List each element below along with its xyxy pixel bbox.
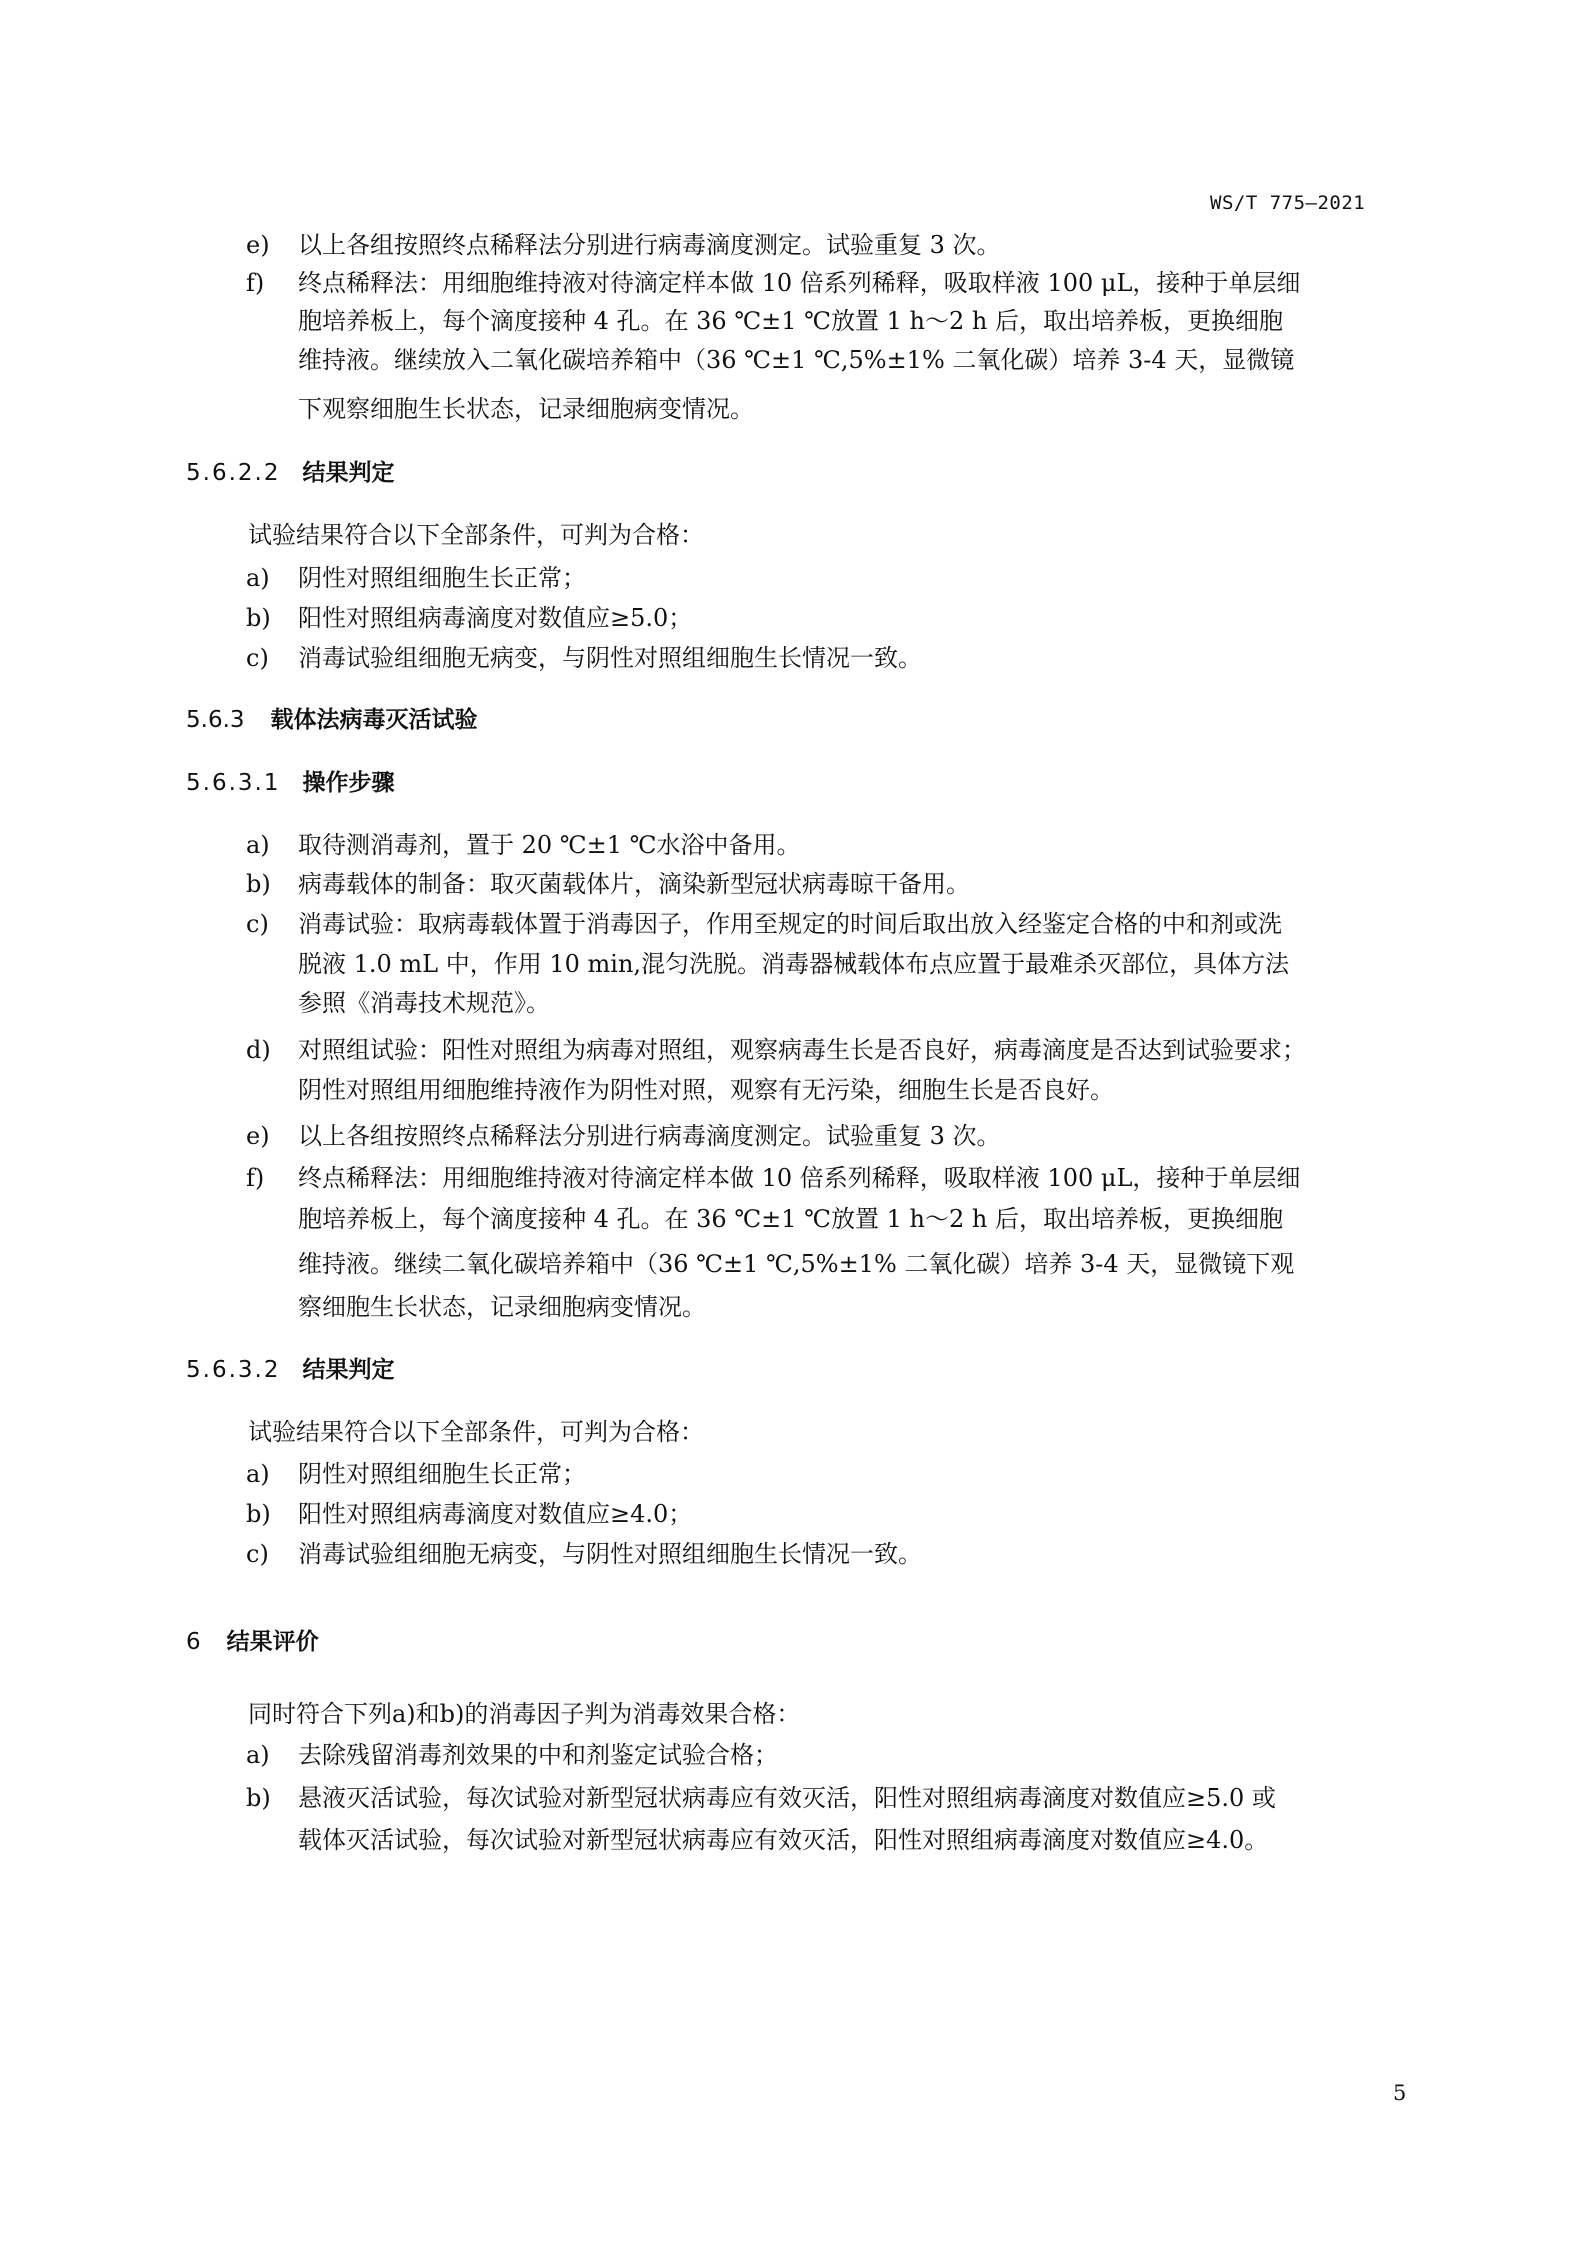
list-item-text: 取待测消毒剂，置于 20 ℃±1 ℃水浴中备用。 xyxy=(298,831,801,859)
section-heading xyxy=(186,705,478,735)
list-item-text: 阳性对照组病毒滴度对数值应≥4.0； xyxy=(298,1500,693,1528)
list-item-text: 脱液 1.0 mL 中，作用 10 min,混匀洗脱。消毒器械载体布点应置于最难杀灭部位，具体方法 xyxy=(298,950,1290,978)
section-title: 结果判定 xyxy=(302,1357,395,1383)
list-item-text: 参照《消毒技术规范》。 xyxy=(298,989,550,1017)
list-item-text: 病毒载体的制备：取灭菌载体片，滴染新型冠状病毒晾干备用。 xyxy=(298,870,970,898)
paragraph-text: 试验结果符合以下全部条件，可判为合格： xyxy=(248,521,704,549)
list-item-text: 以上各组按照终点稀释法分别进行病毒滴度测定。试验重复 3 次。 xyxy=(298,1122,1001,1150)
list-item-text: 阴性对照组细胞生长正常； xyxy=(298,564,586,592)
list-item-text: 阳性对照组病毒滴度对数值应≥5.0； xyxy=(298,604,693,632)
list-item-text: 消毒试验：取病毒载体置于消毒因子，作用至规定的时间后取出放入经鉴定合格的中和剂或洗 xyxy=(298,910,1282,938)
list-item-text: 胞培养板上，每个滴度接种 4 孔。在 36 ℃±1 ℃放置 1 h～2 h 后，取出培养板，更换细胞 xyxy=(298,1205,1283,1233)
section-number: 6 xyxy=(186,1629,201,1655)
section-heading xyxy=(186,768,394,798)
section-heading xyxy=(186,458,394,488)
list-item-text: 消毒试验组细胞无病变，与阴性对照组细胞生长情况一致。 xyxy=(298,1540,922,1568)
list-item-text: 察细胞生长状态，记录细胞病变情况。 xyxy=(298,1293,706,1321)
list-item-label: d) xyxy=(246,1036,271,1064)
list-item-label: c) xyxy=(246,644,269,672)
section-heading xyxy=(186,1627,319,1657)
page-number: 5 xyxy=(1393,2081,1407,2105)
paragraph-text: 试验结果符合以下全部条件，可判为合格： xyxy=(248,1418,704,1446)
list-item-text: 终点稀释法：用细胞维持液对待滴定样本做 10 倍系列稀释，吸取样液 100 μL，接种于单层细 xyxy=(298,1164,1301,1192)
document-code: WS/T 775—2021 xyxy=(1210,192,1366,214)
list-item-text: 去除残留消毒剂效果的中和剂鉴定试验合格； xyxy=(298,1741,778,1769)
list-item-text: 维持液。继续二氧化碳培养箱中（36 ℃±1 ℃,5%±1% 二氧化碳）培养 3-4 天，显微镜下观 xyxy=(298,1250,1295,1278)
list-item-label: a) xyxy=(246,1741,270,1769)
list-item-label: e) xyxy=(246,1122,270,1150)
list-item-label: b) xyxy=(246,870,271,898)
list-item-text: 消毒试验组细胞无病变，与阴性对照组细胞生长情况一致。 xyxy=(298,644,922,672)
list-item-label: e) xyxy=(246,231,270,259)
list-item-text: 阴性对照组用细胞维持液作为阴性对照，观察有无污染，细胞生长是否良好。 xyxy=(298,1076,1114,1104)
list-item-text: 维持液。继续放入二氧化碳培养箱中（36 ℃±1 ℃,5%±1% 二氧化碳）培养 3-4 天，显微镜 xyxy=(298,346,1295,374)
list-item-text: 胞培养板上，每个滴度接种 4 孔。在 36 ℃±1 ℃放置 1 h～2 h 后，取出培养板，更换细胞 xyxy=(298,307,1283,335)
section-title: 载体法病毒灭活试验 xyxy=(270,707,478,733)
list-item-label: b) xyxy=(246,1500,271,1528)
section-number: 5.6.3.2 xyxy=(186,1357,281,1383)
list-item-label: f) xyxy=(246,1164,265,1192)
section-number: 5.6.3.1 xyxy=(186,770,281,796)
section-title: 操作步骤 xyxy=(302,770,395,796)
list-item-label: a) xyxy=(246,564,270,592)
list-item-label: c) xyxy=(246,910,269,938)
paragraph-text: 同时符合下列a)和b)的消毒因子判为消毒效果合格： xyxy=(248,1700,801,1728)
section-heading xyxy=(186,1355,394,1385)
section-title: 结果判定 xyxy=(302,460,395,486)
list-item-label: b) xyxy=(246,604,271,632)
list-item-label: a) xyxy=(246,1460,270,1488)
section-number: 5.6.3 xyxy=(186,707,245,733)
list-item-text: 以上各组按照终点稀释法分别进行病毒滴度测定。试验重复 3 次。 xyxy=(298,231,1001,259)
list-item-text: 下观察细胞生长状态，记录细胞病变情况。 xyxy=(298,395,754,423)
list-item-label: c) xyxy=(246,1540,269,1568)
list-item-label: b) xyxy=(246,1784,271,1812)
list-item-text: 悬液灭活试验，每次试验对新型冠状病毒应有效灭活，阳性对照组病毒滴度对数值应≥5.0 或 xyxy=(298,1784,1276,1812)
list-item-text: 终点稀释法：用细胞维持液对待滴定样本做 10 倍系列稀释，吸取样液 100 μL，接种于单层细 xyxy=(298,269,1301,297)
section-number: 5.6.2.2 xyxy=(186,460,281,486)
section-title: 结果评价 xyxy=(226,1629,319,1655)
list-item-label: a) xyxy=(246,831,270,859)
list-item-text: 阴性对照组细胞生长正常； xyxy=(298,1460,586,1488)
list-item-label: f) xyxy=(246,269,265,297)
list-item-text: 载体灭活试验，每次试验对新型冠状病毒应有效灭活，阳性对照组病毒滴度对数值应≥4.0。 xyxy=(298,1826,1269,1854)
list-item-text: 对照组试验：阳性对照组为病毒对照组，观察病毒生长是否良好，病毒滴度是否达到试验要求； xyxy=(298,1036,1306,1064)
